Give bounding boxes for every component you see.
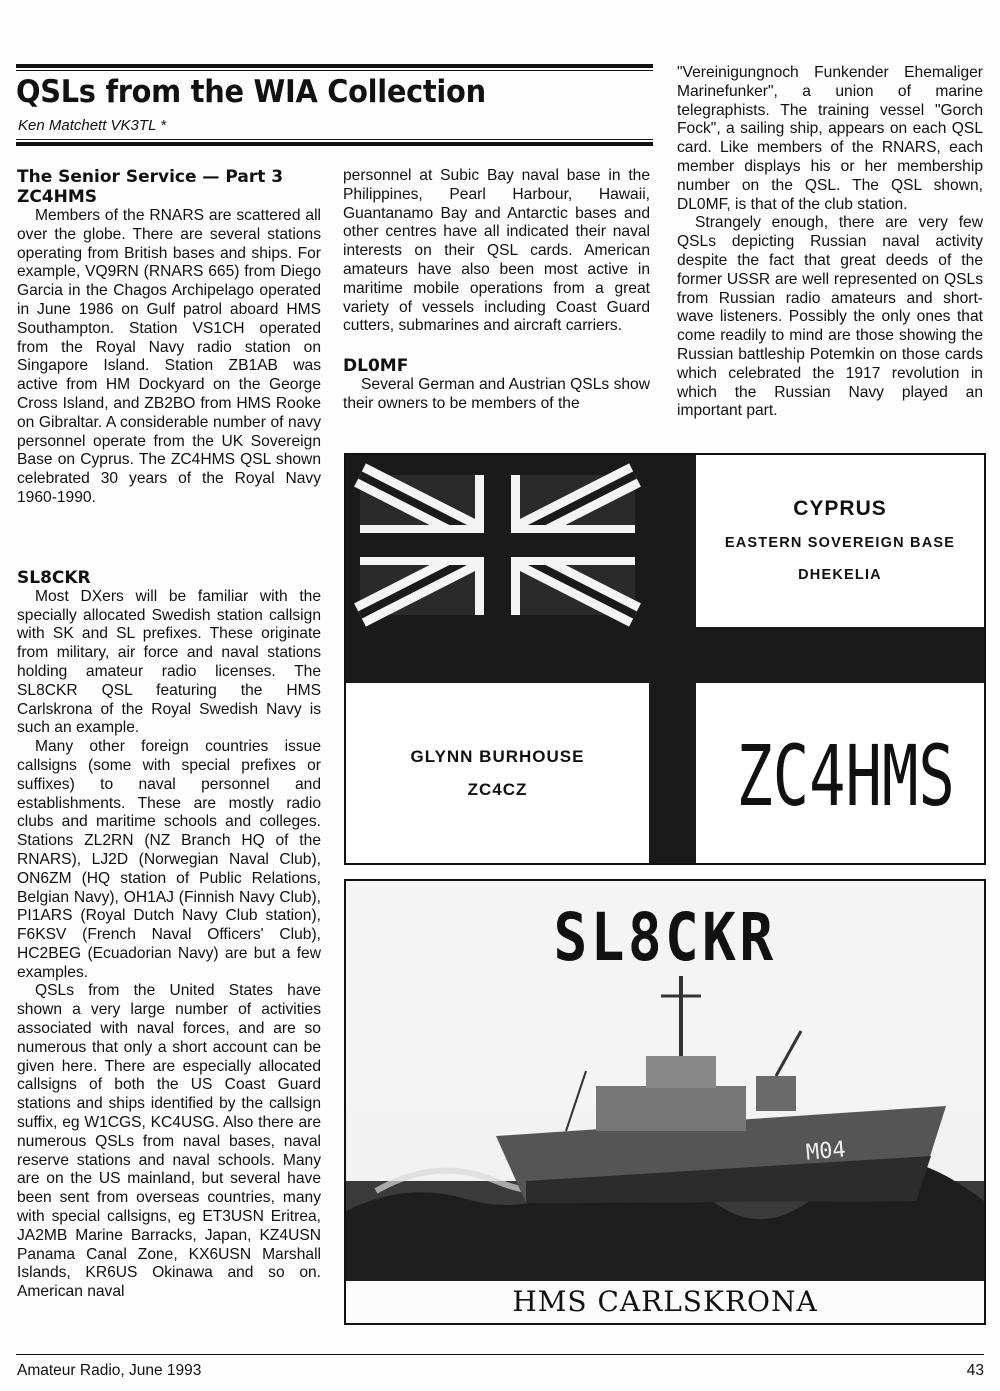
page-title: QSLs from the WIA Collection (16, 74, 486, 110)
ship-funnel (756, 1076, 796, 1111)
title-rule-thick (16, 142, 653, 146)
card-callsign: SL8CKR (553, 899, 777, 976)
top-rule-thick (16, 64, 653, 68)
base-label: EASTERN SOVEREIGN BASE (724, 535, 956, 551)
heading-dl0mf: DL0MF (343, 356, 409, 377)
paragraph: Most DXers will be familiar with the specially allocated Swedish station callsign with SK and SL prefixes. These originate from military, air force and naval stations holding amateur radio licenses. The SL8CKR QSL featuring the HMS Carlskrona of the Royal Swedish Navy is such an example. (17, 587, 321, 737)
operator-callsign: ZC4CZ (467, 780, 528, 799)
country-label: CYPRUS (793, 497, 887, 520)
footer-publication: Amateur Radio, June 1993 (17, 1362, 202, 1379)
ensign-cross-vertical (649, 455, 696, 863)
heading-sl8ckr: SL8CKR (17, 567, 91, 588)
qsl-card-zc4hms (344, 453, 986, 865)
card-callsign: ZC4HMS (736, 727, 955, 825)
title-rule-thin (16, 139, 653, 140)
ship-bridge (596, 1086, 746, 1131)
column-1 (17, 167, 321, 1302)
paragraph: Several German and Austrian QSLs show their owners to be members of the (343, 376, 650, 412)
operator-name: GLYNN BURHOUSE (410, 747, 585, 766)
union-jack-icon (360, 475, 635, 615)
qsl-card-sl8ckr (344, 879, 986, 1325)
paragraph: QSLs from the United States have shown a very large number of activities associated with naval forces, and are so numerous that only a short account can be given here. There are especially allocated callsigns of both the US Coast Guard stations and ships identified by the callsign suffix, eg W1CGS, KC4USG. Also there are numerous QSLs from naval bases, naval reserve stations and naval schools. Many are on the US mainland, but several have been sent from overseas countries, many with special callsigns, eg ET3USN Eritrea, JA2MB Marine Barracks, Japan, KZ4USN Panama Canal Zone, KX6USN Marshall Islands, KR6US Okinawa and so on. American naval (17, 982, 321, 1301)
paragraph: Members of the RNARS are scattered all over the globe. There are several stations operating from British bases and ships. For example, VQ9RN (RNARS 665) from Diego Garcia in the Chagos Archipelago operated in June 1986 on Gulf patrol aboard HMS Southampton. Station VS1CH operated from the Royal Navy radio station on Singapore Island. Station ZB1AB was active from HM Dockyard on the George Cross Island, and ZB2BO from HMS Rooke on Gibraltar. A considerable number of navy personnel operate from the UK Sovereign Base on Cyprus. The ZC4HMS QSL shown celebrated 30 years of the Royal Navy 1960-1990. (17, 207, 321, 506)
column-2 (343, 167, 650, 414)
footer-rule (16, 1354, 984, 1355)
place-label: DHEKELIA (798, 567, 882, 583)
ship-name: HMS CARLSKRONA (512, 1285, 818, 1318)
hull-number: M04 (804, 1137, 847, 1166)
heading-senior-service: The Senior Service — Part 3 (17, 167, 284, 187)
paragraph: "Vereinigungnoch Funkender Ehemaliger Marinefunker", a union of marine telegraphists. The training vessel "Gorch Fock", a sailing ship, appears on each QSL card. Like members of the RNARS, each member displays his or her membership number on the QSL. The QSL shown, DL0MF, is that of the club station. (677, 64, 983, 213)
byline: Ken Matchett VK3TL * (18, 117, 167, 134)
paragraph: Strangely enough, there are very few QSLs depicting Russian naval activity despite the fact that great deeds of the former USSR are well represented on QSLs from Russian radio amateurs and short-wave listeners. Possibly the only ones that come readily to mind are those showing the Russian battleship Potemkin on those cards which celebrated the 1917 revolution in which the Russian Navy played an important part. (677, 214, 983, 420)
paragraph: Many other foreign countries issue callsigns (some with special prefixes or suffixes) to naval personnel and establishments. These are mostly radio clubs and maritime schools and colleges. Stations ZL2RN (NZ Branch HQ of the RNARS), LJ2D (Norwegian Naval Club), ON6ZM (HQ station of Public Relations, Belgian Navy), OH1AJ (Finnish Navy Club), PI1ARS (Royal Dutch Navy Club station), F6KSV (French Naval Officers' Club), HC2BEG (Ecuadorian Navy) are but a few examples. (17, 738, 321, 981)
column-3 (677, 64, 983, 421)
page-number: 43 (966, 1362, 984, 1379)
heading-zc4hms: ZC4HMS (17, 187, 98, 207)
top-rule-thin (16, 70, 653, 71)
paragraph: personnel at Subic Bay naval base in the Philippines, Pearl Harbour, Hawaii, Guantanamo Bay and Antarctic bases and other centres have all indicated their naval interests on their QSL cards. American amateurs have also been most active in maritime mobile operations from a great variety of vessels including Coast Guard cutters, submarines and aircraft carriers. (343, 167, 650, 335)
ship-deckhouse (646, 1056, 716, 1088)
